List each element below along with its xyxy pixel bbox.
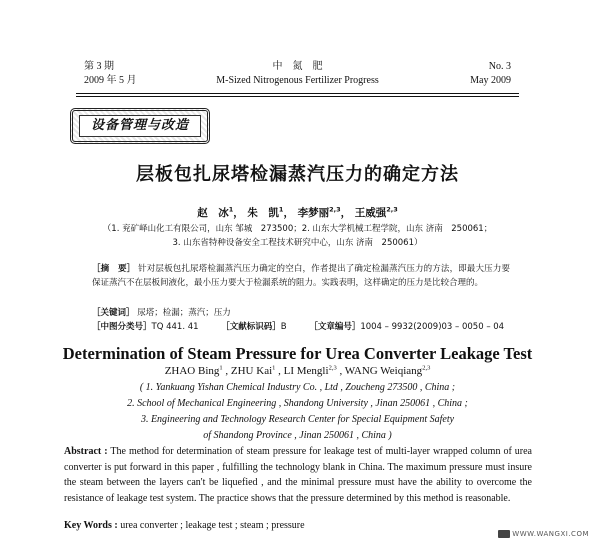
classification-line xyxy=(92,320,524,332)
watermark xyxy=(498,530,589,538)
class-label: ［中图分类号］ xyxy=(92,322,152,332)
title-en: Determination of Steam Pressure for Urea Converter Leakage Test xyxy=(62,344,533,363)
affiliation-en-line1: ( 1. Yankuang Yishan Chemical Industry Co. , Ltd , Zoucheng 273500 , China ; xyxy=(139,382,456,393)
abstract-cn xyxy=(92,262,510,290)
date-en: May 2009 xyxy=(470,75,511,86)
authors-en: ZHAO Bing$^1$ , ZHU Kai$^1$ , LI Mengli$^{2,3}$ , WANG Weiqiang$^{2,3}$ xyxy=(164,364,431,377)
abstract-en xyxy=(64,444,532,506)
keywords-en-label: Key Words : xyxy=(64,520,118,531)
author-cn: 李梦丽 xyxy=(297,207,330,219)
watermark-text: WWW.WANGXI.COM xyxy=(512,530,589,538)
author-sup: 2,3 xyxy=(386,205,398,214)
journal-name-en: M-Sized Nitrogenous Fertilizer Progress xyxy=(216,75,379,86)
date-cn: 2009 年 5 月 xyxy=(84,75,137,86)
header-rule-thin xyxy=(76,96,519,97)
author-sup: 1 xyxy=(219,364,223,372)
issue-en: No. 3 xyxy=(488,61,511,72)
keywords-cn-text: 尿塔；检漏；蒸汽；压力 xyxy=(137,308,231,318)
affiliation-en-line3: 3. Engineering and Technology Research Center for Special Equipment Safety xyxy=(140,414,455,425)
author-sup: 1 xyxy=(228,205,234,214)
author-sup: 1 xyxy=(278,205,284,214)
author-en: WANG Weiqiang xyxy=(344,365,423,377)
author-en: ZHU Kai xyxy=(230,365,273,377)
author-cn: 朱 凯 xyxy=(247,207,279,219)
title-cn: 层板包扎尿塔检漏蒸汽压力的确定方法 xyxy=(136,164,459,185)
section-badge-label: 设备管理与改造 xyxy=(79,115,201,137)
author-en: ZHAO Bing xyxy=(164,365,220,377)
watermark-logo-icon xyxy=(498,530,510,538)
affiliation-en-line4: of Shandong Province , Jinan 250061 , China ) xyxy=(203,430,392,441)
author-cn: 赵 冰 xyxy=(197,207,229,219)
class-value: TQ 441. 41 xyxy=(151,322,199,332)
header-rule xyxy=(76,93,519,94)
issue-cn: 第 3 期 xyxy=(84,61,114,72)
doc-code-label: ［文献标识码］ xyxy=(221,322,281,332)
affiliation-cn-line1: （1. 兖矿峄山化工有限公司，山东 邹城 273500；2. 山东大学机械工程学院，山东 济南 250061； xyxy=(102,224,493,234)
keywords-en xyxy=(64,520,305,531)
keywords-cn-label: ［关键词］ xyxy=(92,308,135,318)
abstract-cn-text: 针对层板包扎尿塔检漏蒸汽压力确定的空白，作者提出了确定检漏蒸汽压力的方法，即最大压力要保证蒸汽不在层板间液化，最小压力要大于检漏系统的阻力。实践表明，这样确定的压力是比较合理的。 xyxy=(92,264,510,288)
author-sup: 2,3 xyxy=(328,364,337,372)
doc-code-value: B xyxy=(280,322,287,332)
abstract-cn-label: ［摘 要］ xyxy=(92,264,136,274)
author-sup: 2,3 xyxy=(329,205,341,214)
abstract-en-text: The method for determination of steam pressure for leakage test of multi-layer wrapped column of urea converter is put forward in this paper , fulfilling the technology blank in China. The maximum pressure must insure the steam between the layers can't be liquefied , and the minimal pressure must have the ability to overcome the resistance of leakage test system. The practice shows that the pressure determined by this method is reasonable. xyxy=(64,446,533,504)
affiliation-en-line2: 2. School of Mechanical Engineering , Shandong University , Jinan 250061 , China ; xyxy=(127,398,468,409)
header-right xyxy=(470,60,511,88)
affiliation-cn-line2: 3. 山东省特种设备安全工程技术研究中心，山东 济南 250061） xyxy=(172,238,423,248)
journal-name-cn: 中 氮 肥 xyxy=(272,61,323,72)
article-no-value: 1004 – 9932(2009)03 – 0050 – 04 xyxy=(360,322,505,332)
author-sup: 2,3 xyxy=(422,364,431,372)
authors-cn: 赵 冰$^1$， 朱 凯$^1$， 李梦丽$^{2,3}$， 王威强$^{2,3}$ xyxy=(197,205,398,219)
abstract-en-label: Abstract : xyxy=(64,446,108,457)
section-badge xyxy=(70,108,210,144)
author-sup: 1 xyxy=(272,364,276,372)
keywords-cn xyxy=(92,306,231,318)
author-en: LI Mengli xyxy=(283,365,329,377)
header-center xyxy=(76,60,519,88)
journal-header xyxy=(76,60,519,100)
author-cn: 王威强 xyxy=(354,207,387,219)
article-no-label: ［文章编号］ xyxy=(309,322,361,332)
keywords-en-text: urea converter ; leakage test ; steam ; pressure xyxy=(120,520,305,531)
